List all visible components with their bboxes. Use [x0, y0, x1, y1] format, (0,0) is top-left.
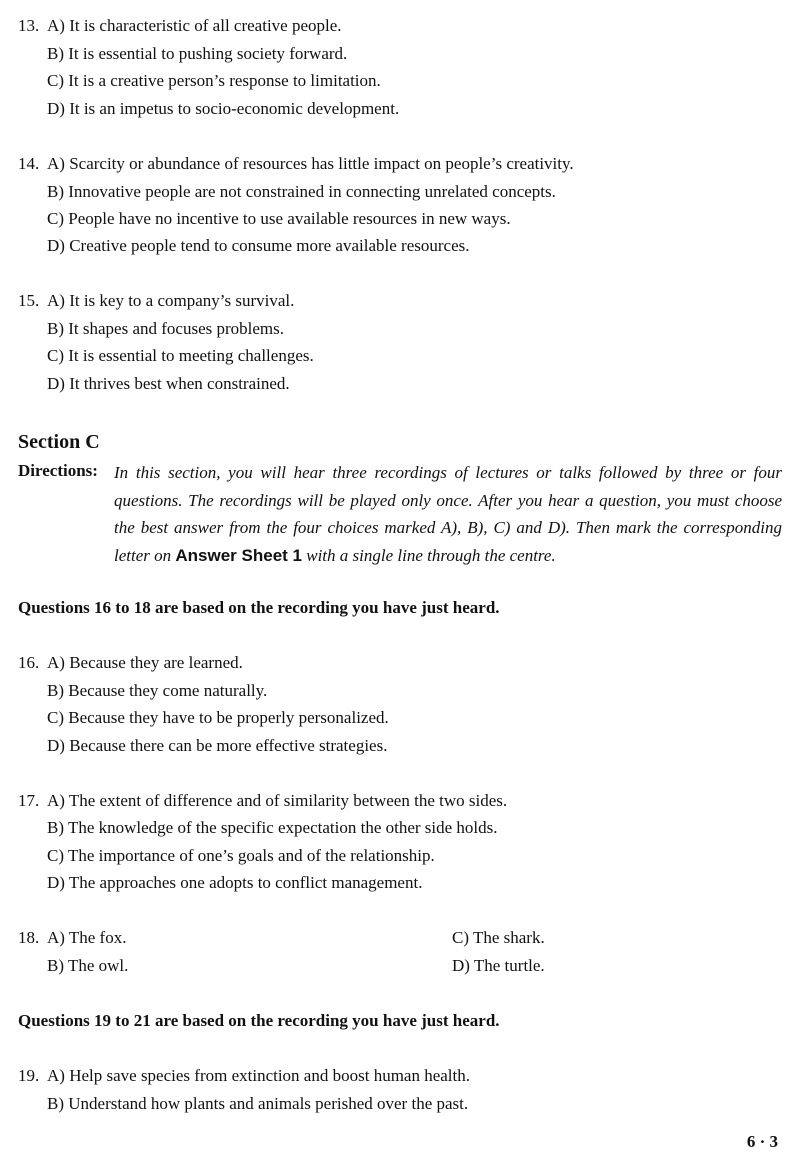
group-heading: Questions 19 to 21 are based on the recording you have just heard.: [18, 1011, 500, 1030]
option-b: B) It shapes and focuses problems.: [47, 319, 285, 338]
answer-sheet-label: Answer Sheet 1: [175, 545, 302, 565]
option-b: B) The knowledge of the specific expectation the other side holds.: [47, 818, 498, 837]
option-b: B) Because they come naturally.: [47, 681, 268, 700]
directions-text: [114, 459, 782, 569]
option-d: D) The turtle.: [452, 956, 545, 975]
option-a: A) Because they are learned.: [47, 653, 243, 672]
question-number: 17.: [18, 791, 40, 810]
option-a: A) The extent of difference and of similarity between the two sides.: [47, 791, 508, 810]
option-d: D) Creative people tend to consume more available resources.: [47, 236, 470, 255]
question-number: 16.: [18, 653, 40, 672]
section-title: Section C: [18, 431, 100, 453]
page-number: 6 · 3: [746, 1132, 778, 1151]
question-number: 15.: [18, 291, 40, 310]
option-a: A) Scarcity or abundance of resources has little impact on people’s creativity.: [47, 154, 574, 173]
question-number: 18.: [18, 928, 40, 947]
option-a: A) The fox.: [47, 928, 127, 947]
option-c: C) People have no incentive to use available resources in new ways.: [47, 209, 511, 228]
option-c: C) The importance of one’s goals and of the relationship.: [47, 846, 435, 865]
option-b: B) The owl.: [47, 956, 129, 975]
group-heading: Questions 16 to 18 are based on the recording you have just heard.: [18, 598, 500, 617]
directions-label: Directions:: [18, 461, 98, 480]
question-number: 19.: [18, 1066, 40, 1085]
option-c: C) It is essential to meeting challenges.: [47, 346, 314, 365]
option-d: D) It is an impetus to socio-economic development.: [47, 99, 400, 118]
option-c: C) Because they have to be properly personalized.: [47, 708, 389, 727]
directions-text-part-2: with a single line through the centre.: [302, 545, 556, 565]
option-b: B) Understand how plants and animals perished over the past.: [47, 1094, 469, 1113]
option-d: D) Because there can be more effective strategies.: [47, 736, 388, 755]
question-number: 13.: [18, 16, 40, 35]
directions-text-part-1: In this section, you will hear three recordings of lectures or talks followed by three or four questions. The recordings will be played only once. After you hear a question, you must choose the best answer from the four choices marked A), B), C) and D). Then mark the corresponding letter on: [114, 463, 782, 565]
option-b: B) It is essential to pushing society forward.: [47, 44, 348, 63]
option-c: C) The shark.: [452, 928, 545, 947]
option-a: A) It is characteristic of all creative people.: [47, 16, 342, 35]
option-a: A) It is key to a company’s survival.: [47, 291, 295, 310]
option-d: D) The approaches one adopts to conflict management.: [47, 873, 423, 892]
option-d: D) It thrives best when constrained.: [47, 374, 290, 393]
option-b: B) Innovative people are not constrained in connecting unrelated concepts.: [47, 182, 556, 201]
option-a: A) Help save species from extinction and boost human health.: [47, 1066, 470, 1085]
question-number: 14.: [18, 154, 40, 173]
option-c: C) It is a creative person’s response to limitation.: [47, 71, 381, 90]
